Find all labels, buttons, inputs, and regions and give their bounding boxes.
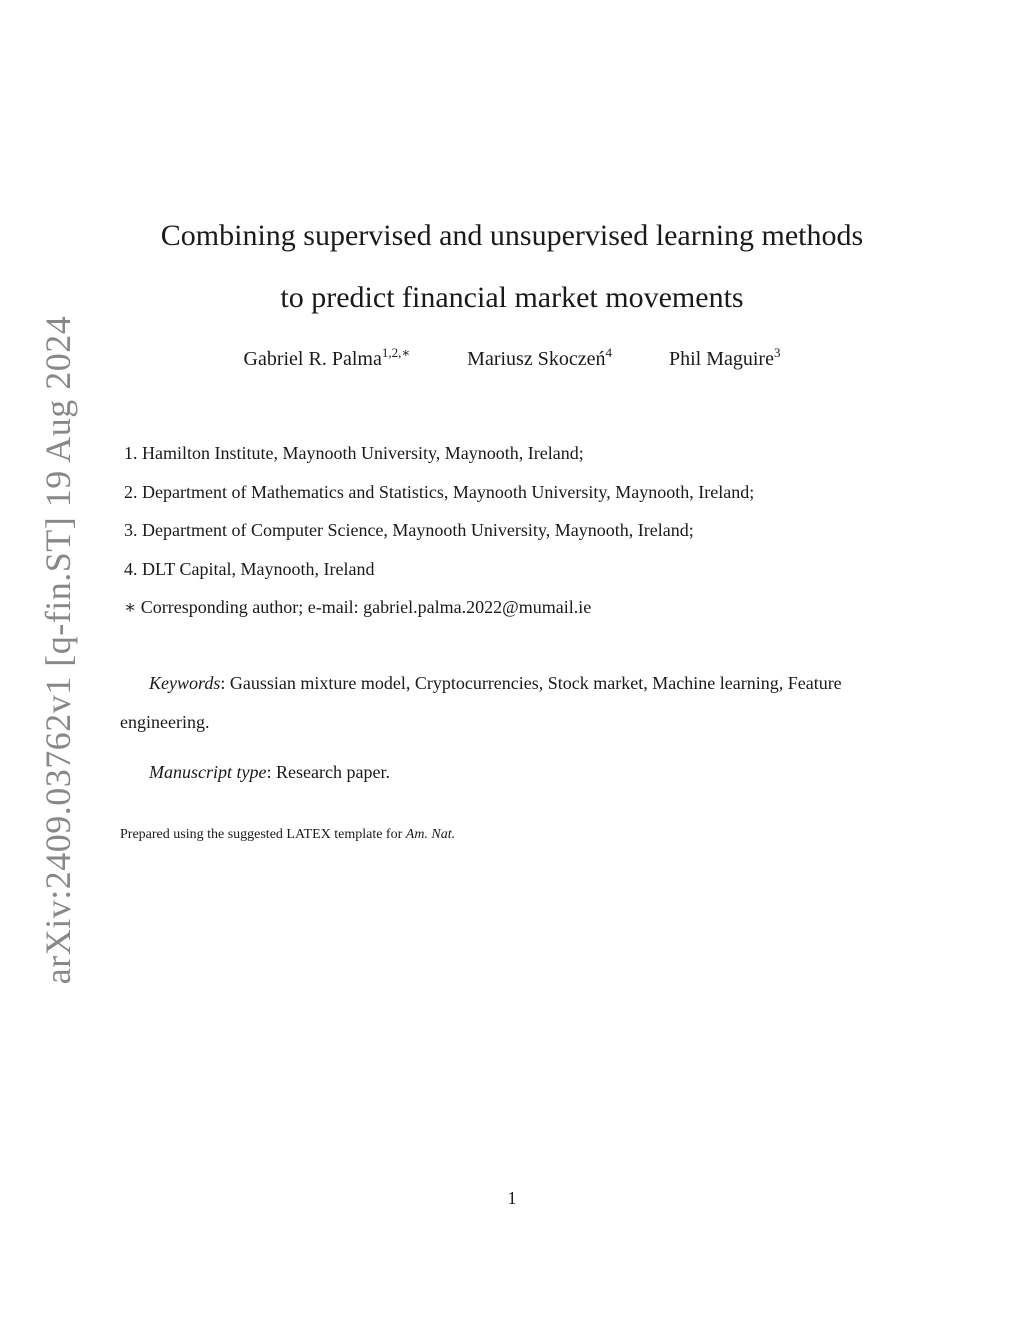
keywords-label: Keywords: [149, 673, 221, 693]
author-name: Phil Maguire: [668, 348, 774, 370]
keywords-paragraph: [120, 664, 906, 741]
author-name: Mariusz Skoczeń: [467, 348, 606, 370]
template-note-text: Prepared using the suggested LATEX template for: [120, 827, 403, 842]
keywords-separator: :: [220, 673, 226, 693]
author-2: [467, 345, 612, 371]
affiliation-3: 3. Department of Computer Science, Maynooth University, Maynooth, Ireland;: [124, 520, 694, 540]
affiliation-2: 2. Department of Mathematics and Statistics, Maynooth University, Maynooth, Ireland;: [124, 481, 755, 502]
author-affiliation-marker: 1,2,∗: [381, 345, 411, 360]
page-number: 1: [507, 1188, 517, 1208]
affiliation-1: 1. Hamilton Institute, Maynooth University, Maynooth, Ireland;: [124, 443, 584, 463]
manuscript-type-separator: :: [266, 762, 272, 782]
keywords-text: Gaussian mixture model, Cryptocurrencies, Stock market, Machine learning, Feature engineering.: [120, 673, 842, 732]
author-1: [244, 345, 411, 371]
arxiv-identifier-stamp: arXiv:2409.03762v1 [q-fin.ST] 19 Aug 2024: [38, 315, 78, 985]
corresponding-author-note: ∗ Corresponding author; e-mail: gabriel.palma.2022@mumail.ie: [124, 597, 592, 617]
author-3: [669, 345, 781, 371]
template-note: [120, 827, 455, 843]
journal-name: Am. Nat.: [405, 827, 456, 842]
author-list: [0, 345, 1024, 371]
manuscript-type: [149, 762, 390, 783]
manuscript-type-value: Research paper.: [276, 762, 390, 782]
manuscript-type-label: Manuscript type: [149, 762, 267, 782]
affiliation-list: [124, 434, 754, 627]
title-line-1: Combining supervised and unsupervised learning methods: [160, 219, 864, 252]
affiliation-4: 4. DLT Capital, Maynooth, Ireland: [124, 558, 375, 579]
author-name: Gabriel R. Palma: [243, 348, 382, 370]
paper-title: [0, 205, 1024, 329]
title-line-2: to predict financial market movements: [280, 281, 744, 314]
author-affiliation-marker: 4: [605, 345, 612, 360]
author-affiliation-marker: 3: [773, 345, 781, 360]
